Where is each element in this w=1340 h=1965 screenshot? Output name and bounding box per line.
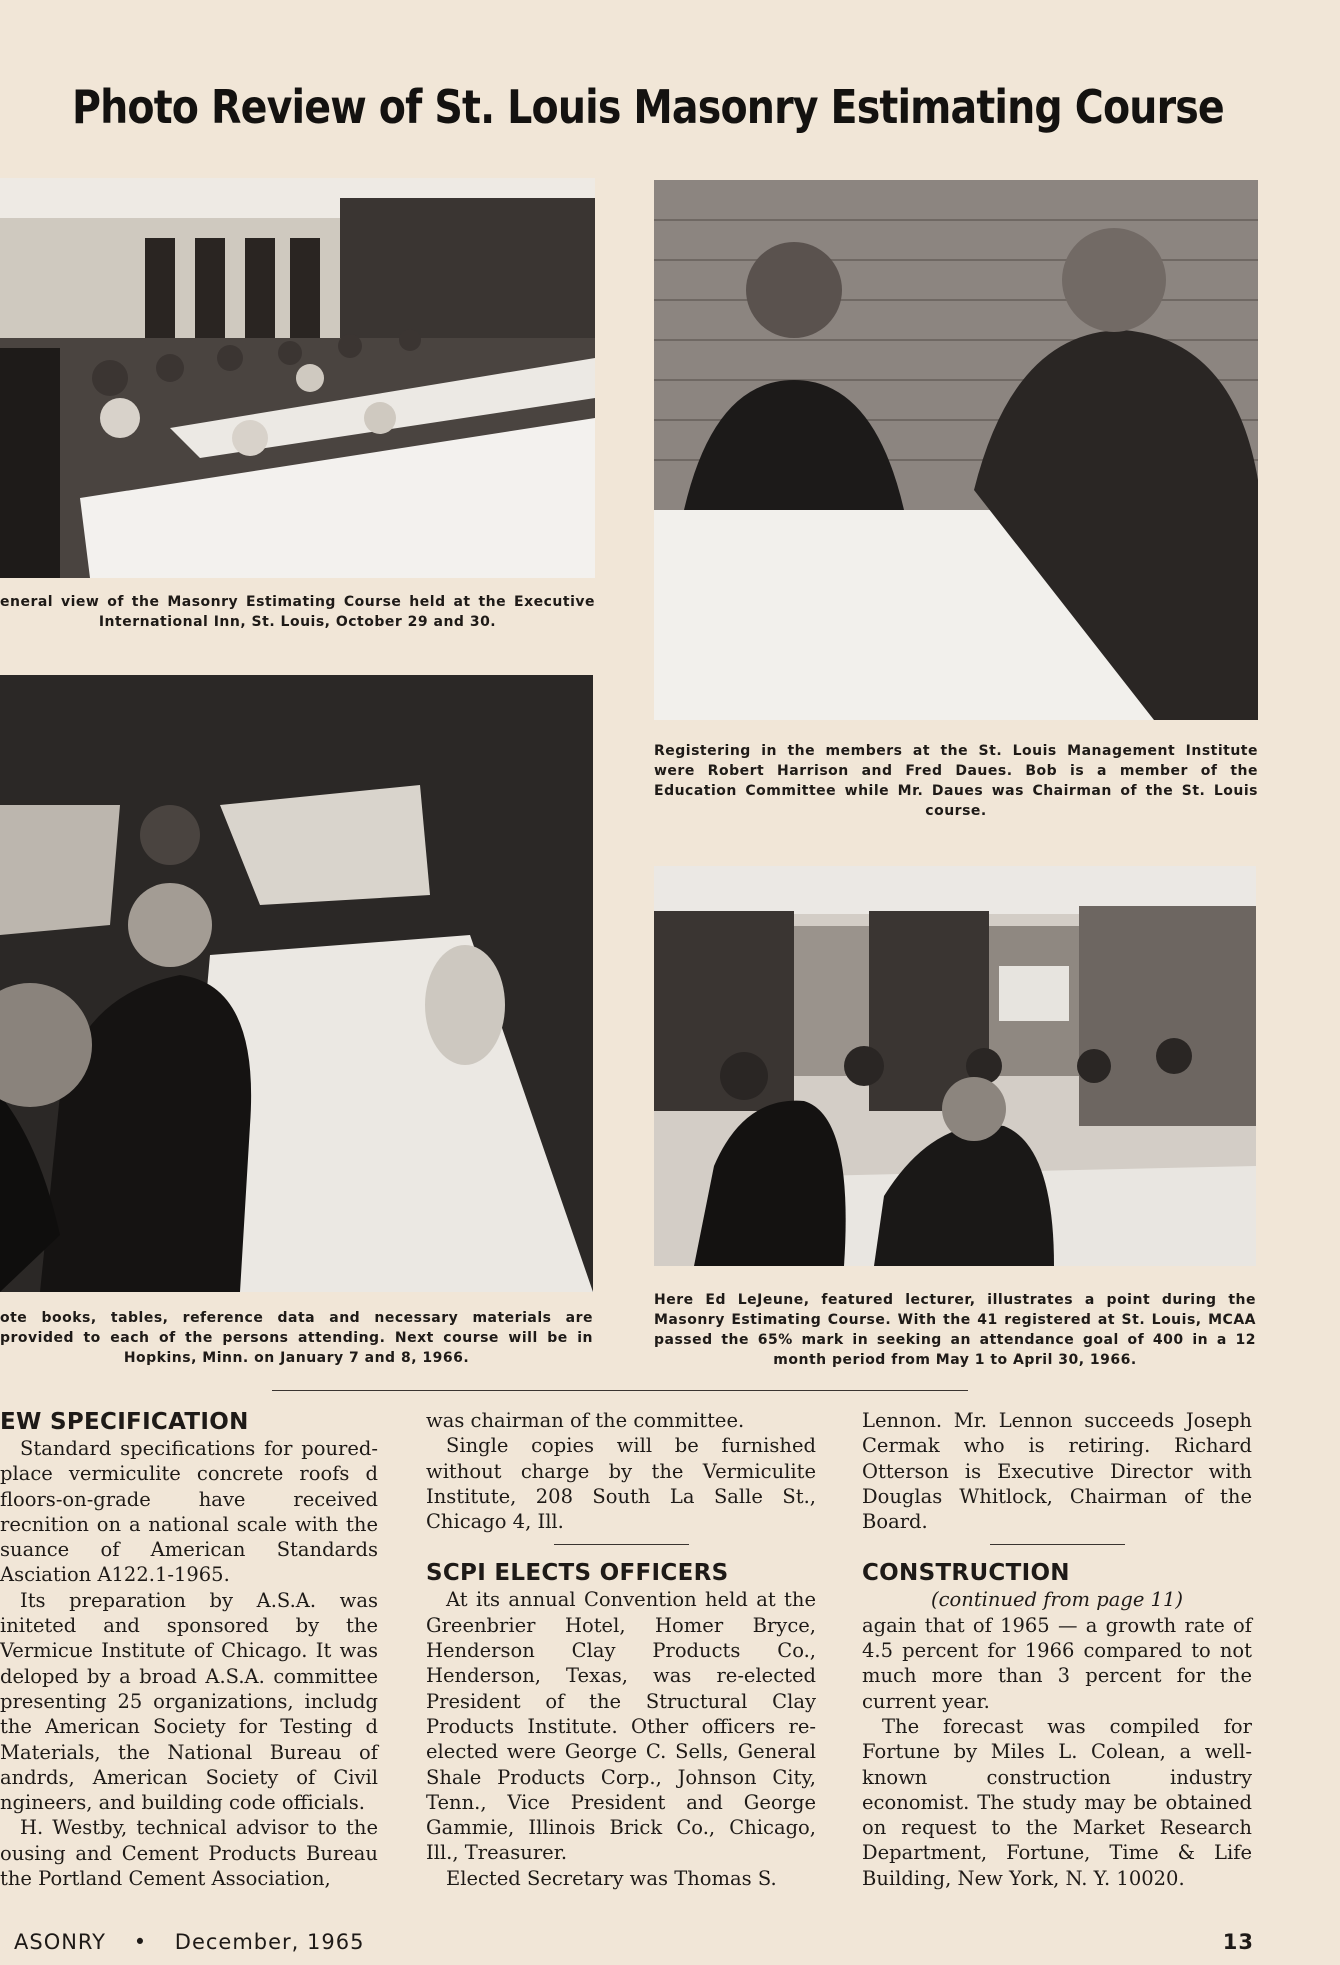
notebooks-caption: ote books, tables, reference data and necessary materials are provided to each of the persons attending. Next course will be in Hopkins, Minn. on January 7 and 8, 1966. [0,1310,593,1366]
construction-paragraph: The forecast was compiled for Fortune by Miles L. Colean, a well-known construction industry economist. The study may be obtained on request to the Market Research Department, Fortune, Time & Life Building, New York, N. Y. 10020. [862,1714,1252,1890]
scpi-paragraph: At its annual Convention held at the Greenbrier Hotel, Homer Bryce, Henderson Clay Products Co., Henderson, Texas, was re-elected President of the Structural Clay Products Institute. Other officers re-elected were George C. Sells, General Shale Products Corp., Johnson City, Tenn., Vice President and George Gammie, Illinois Brick Co., Chicago, Ill., Treasurer. [426,1588,816,1865]
lecturer-photo [654,866,1256,1266]
footer-bullet: • [133,1930,148,1954]
scpi-paragraph: Lennon. Mr. Lennon succeeds Joseph Cermak who is retiring. Richard Otterson is Executive Director with Douglas Whitlock, Chairman of the Board. [862,1409,1252,1534]
footer-publication-name: ASONRY [14,1930,107,1954]
short-divider [990,1544,1125,1545]
footer-publication [14,1930,364,1954]
page-number: 13 [1222,1930,1254,1954]
construction-paragraph: again that of 1965 — a growth rate of 4.5 percent for 1966 compared to not much more than 3 percent for the current year. [862,1613,1252,1713]
section-divider [272,1390,968,1391]
notebooks-photo [0,675,593,1292]
general-view-caption: eneral view of the Masonry Estimating Course held at the Executive International Inn, St. Louis, October 29 and 30. [0,594,595,630]
spec-paragraph: was chairman of the committee. [426,1409,745,1432]
continued-note: (continued from page 11) [931,1588,1183,1612]
registering-photo [654,180,1258,720]
spec-paragraph: H. Westby, technical advisor to the ousing and Cement Products Bureau the Portland Cement Association, [0,1816,378,1891]
construction-headline: CONSTRUCTION [862,1560,1070,1587]
article-column-1 [0,1408,378,1891]
article-column-2 [426,1408,816,1891]
spec-paragraph: Single copies will be furnished without charge by the Vermiculite Institute, 208 South La Salle St., Chicago 4, Ill. [426,1434,816,1534]
lecturer-caption: Here Ed LeJeune, featured lecturer, illustrates a point during the Masonry Estimating Course. With the 41 registered at St. Louis, MCAA passed the 65% mark in seeking an attendance goal of 400 in a 12 month period from May 1 to April 30, 1966. [654,1292,1256,1368]
footer-date: December, 1965 [174,1930,365,1954]
spec-headline: EW SPECIFICATION [0,1409,249,1435]
spec-paragraph: Standard specifications for poured-place vermiculite concrete roofs d floors-on-grade have received recnition on a national scale with the suance of American Standards Asciation A122.1-1965. [0,1437,378,1587]
page-title: Photo Review of St. Louis Masonry Estimating Course [72,80,1224,134]
scpi-paragraph: Elected Secretary was Thomas S. [446,1866,777,1890]
scpi-headline: SCPI ELECTS OFFICERS [426,1560,729,1587]
spec-paragraph: Its preparation by A.S.A. was initeted and sponsored by the Vermicue Institute of Chicago. It was deloped by a broad A.S.A. committee presenting 25 organizations, includg the American Society for Testing d Materials, the National Bureau of andrds, American Society of Civil ngineers, and building code officials. [0,1588,378,1815]
general-view-photo [0,178,595,578]
registering-caption: Registering in the members at the St. Louis Management Institute were Robert Harrison and Fred Daues. Bob is a member of the Education Committee while Mr. Daues was Chairman of the St. Louis course. [654,743,1258,819]
short-divider [554,1544,689,1545]
article-column-3 [862,1408,1252,1891]
